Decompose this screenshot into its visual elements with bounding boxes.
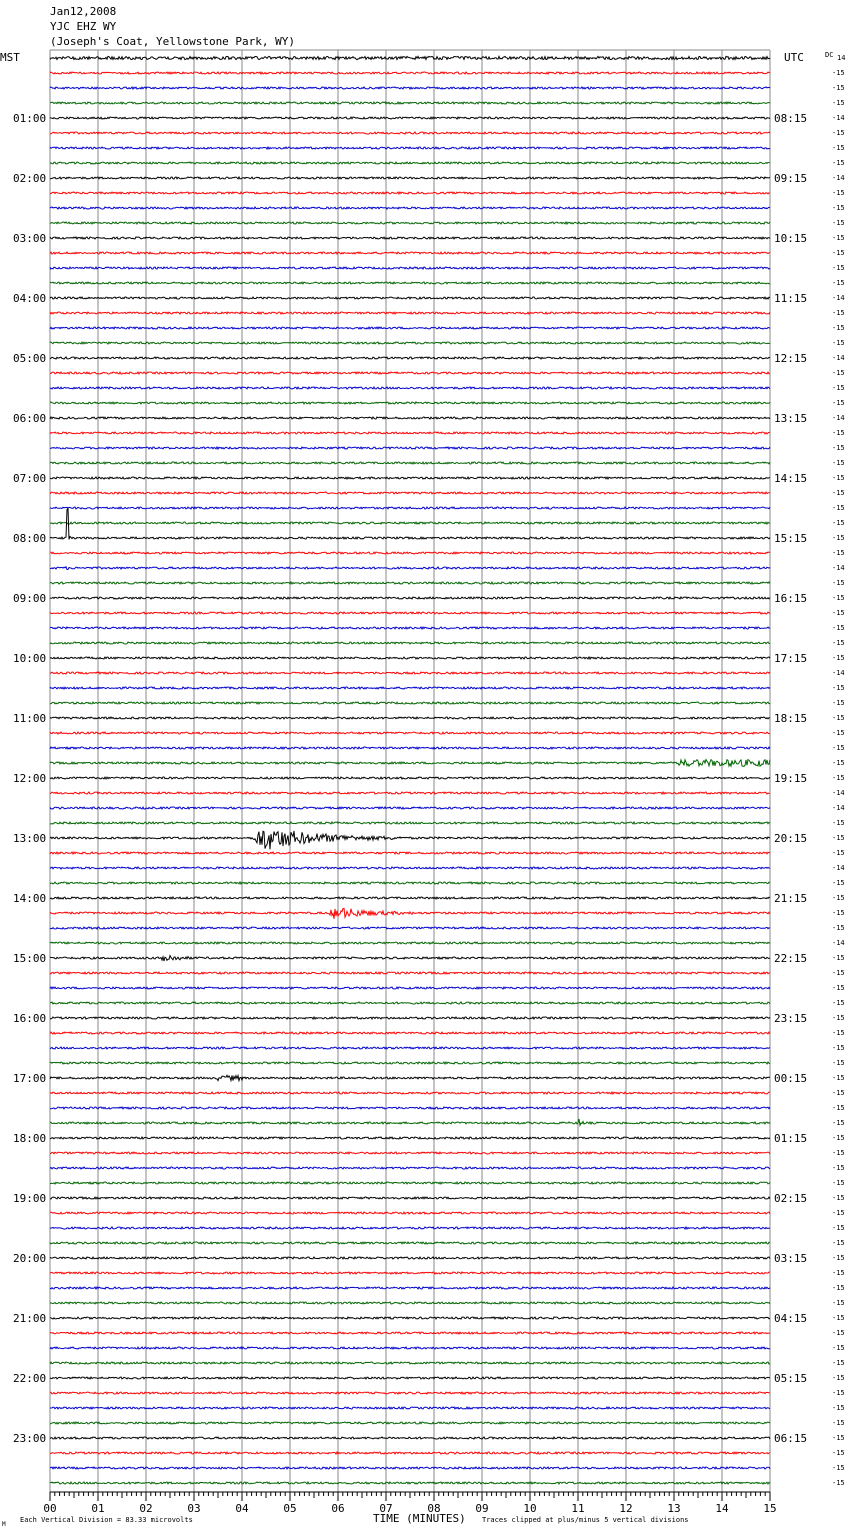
- trace-row: [50, 1137, 770, 1139]
- trace-row: [50, 1212, 770, 1214]
- row-value: -15: [832, 1119, 845, 1127]
- row-value: -15: [832, 744, 845, 752]
- utc-hour-label: 01:15: [774, 1132, 808, 1145]
- trace-row: [50, 627, 770, 629]
- x-tick-label: 13: [667, 1502, 681, 1515]
- trace-row: [50, 402, 770, 404]
- mst-hour-label: 05:00: [13, 352, 47, 365]
- trace-row: [50, 117, 770, 119]
- row-value: -15: [832, 639, 845, 647]
- trace-row: [50, 567, 770, 570]
- trace-row: [50, 987, 770, 989]
- row-value: -15: [832, 834, 845, 842]
- x-tick-label: 12: [619, 1502, 633, 1515]
- trace-row: [50, 357, 770, 359]
- trace-row: [50, 387, 770, 389]
- trace-row: [50, 897, 770, 899]
- trace-row: [50, 509, 770, 540]
- utc-hour-label: 22:15: [774, 952, 808, 965]
- mst-hour-label: 12:00: [13, 772, 47, 785]
- row-value: -14: [832, 354, 845, 362]
- row-value: -14: [832, 114, 845, 122]
- row-value: -14: [832, 789, 845, 797]
- trace-row: [50, 612, 770, 614]
- utc-hour-label: 13:15: [774, 412, 808, 425]
- trace-row: [50, 432, 770, 434]
- utc-hour-label: 14:15: [774, 472, 808, 485]
- trace-row: [50, 1437, 770, 1439]
- row-value: -15: [832, 1149, 845, 1157]
- trace-row: [50, 1317, 770, 1319]
- trace-row: [50, 1017, 770, 1019]
- row-value: -15: [832, 1464, 845, 1472]
- utc-hour-label: 21:15: [774, 892, 808, 905]
- trace-row: [50, 477, 770, 479]
- mst-hour-label: 21:00: [13, 1312, 47, 1325]
- row-value: -15: [832, 729, 845, 737]
- row-value: -15: [832, 1329, 845, 1337]
- x-tick-label: 02: [139, 1502, 153, 1515]
- mst-hour-label: 08:00: [13, 532, 47, 545]
- x-tick-label: 15: [763, 1502, 777, 1515]
- trace-row: [50, 1332, 770, 1334]
- row-value: -15: [832, 189, 845, 197]
- mst-hour-labels: [13, 112, 46, 1445]
- utc-hour-label: 08:15: [774, 112, 808, 125]
- trace-row: [50, 237, 770, 239]
- utc-hour-label: 20:15: [774, 832, 808, 845]
- x-axis-title: TIME (MINUTES): [373, 1512, 466, 1525]
- x-tick-label: 09: [475, 1502, 489, 1515]
- x-tick-label: 04: [235, 1502, 249, 1515]
- mst-hour-label: 20:00: [13, 1252, 47, 1265]
- trace-row: [50, 807, 770, 809]
- trace-row: [50, 1272, 770, 1274]
- trace-row: [50, 1377, 770, 1379]
- x-tick-label: 10: [523, 1502, 537, 1515]
- row-value: -15: [832, 474, 845, 482]
- row-value: -15: [832, 1209, 845, 1217]
- row-value: -15: [832, 654, 845, 662]
- x-tick-label: 14: [715, 1502, 729, 1515]
- row-value: -15: [832, 1284, 845, 1292]
- trace-row: [50, 1242, 770, 1244]
- row-value: -15: [832, 1104, 845, 1112]
- row-value: -15: [832, 759, 845, 767]
- row-value: -15: [832, 984, 845, 992]
- utc-hour-label: 23:15: [774, 1012, 808, 1025]
- trace-row: [50, 1347, 770, 1349]
- trace-row: [50, 177, 770, 179]
- trace-row: [50, 87, 770, 89]
- mst-hour-label: 18:00: [13, 1132, 47, 1145]
- trace-row: [50, 297, 770, 299]
- row-value: -15: [832, 714, 845, 722]
- row-value: -15: [832, 819, 845, 827]
- trace-row: [50, 1062, 770, 1064]
- row-value: -15: [832, 219, 845, 227]
- row-value: -15: [832, 609, 845, 617]
- utc-hour-label: 05:15: [774, 1372, 808, 1385]
- x-tick-label: 08: [427, 1502, 441, 1515]
- trace-row: [50, 1257, 770, 1259]
- row-value: -15: [832, 324, 845, 332]
- row-value: -15: [832, 954, 845, 962]
- trace-row: [50, 687, 770, 689]
- trace-row: [50, 908, 770, 919]
- row-value: -15: [832, 1089, 845, 1097]
- trace-row: [50, 657, 770, 659]
- trace-row: [50, 312, 770, 314]
- trace-row: [50, 522, 770, 524]
- row-value: -15: [832, 1239, 845, 1247]
- vertical-division-note: Each Vertical Division = 83.33 microvolts: [20, 1516, 193, 1524]
- trace-row: [50, 972, 770, 974]
- row-value: -15: [832, 699, 845, 707]
- mst-hour-label: 22:00: [13, 1372, 47, 1385]
- utc-hour-label: 17:15: [774, 652, 808, 665]
- trace-row: [50, 447, 770, 449]
- trace-row: [50, 867, 770, 869]
- trace-row: [50, 777, 770, 779]
- trace-row: [50, 1362, 770, 1364]
- trace-row: [50, 192, 770, 194]
- mst-label: MST: [0, 51, 20, 64]
- utc-hour-label: 00:15: [774, 1072, 808, 1085]
- utc-hour-label: 10:15: [774, 232, 808, 245]
- mst-hour-label: 09:00: [13, 592, 47, 605]
- mst-hour-label: 01:00: [13, 112, 47, 125]
- trace-row: [50, 1482, 770, 1484]
- trace-row: [50, 162, 770, 164]
- row-value: -14: [832, 174, 845, 182]
- row-value: -15: [832, 369, 845, 377]
- utc-hour-label: 04:15: [774, 1312, 808, 1325]
- row-value: -15: [832, 504, 845, 512]
- trace-row: [50, 552, 770, 554]
- trace-row: [50, 1452, 770, 1454]
- mst-hour-label: 06:00: [13, 412, 47, 425]
- row-value: -14: [832, 564, 845, 572]
- row-value: -15: [832, 849, 845, 857]
- mst-hour-label: 17:00: [13, 1072, 47, 1085]
- row-value: -15: [832, 774, 845, 782]
- trace-row: [50, 282, 770, 284]
- trace-row: [50, 267, 770, 269]
- trace-row: [50, 672, 770, 674]
- mst-hour-label: 11:00: [13, 712, 47, 725]
- row-value: -15: [832, 459, 845, 467]
- row-value: -15: [832, 249, 845, 257]
- trace-row: [50, 102, 770, 104]
- row-value: -14: [832, 939, 845, 947]
- mst-hour-label: 14:00: [13, 892, 47, 905]
- row-value: -14: [832, 414, 845, 422]
- trace-row: [50, 717, 770, 719]
- trace-row: [50, 956, 770, 961]
- trace-row: [50, 1032, 770, 1034]
- trace-row: [50, 1182, 770, 1184]
- mst-hour-label: 13:00: [13, 832, 47, 845]
- row-value: -15: [832, 1164, 845, 1172]
- utc-label: UTC: [784, 51, 804, 64]
- row-value: -15: [832, 924, 845, 932]
- trace-row: [50, 831, 770, 849]
- trace-row: [50, 822, 770, 824]
- trace-row: [50, 507, 770, 509]
- row-value: -15: [832, 1134, 845, 1142]
- row-value: -15: [832, 69, 845, 77]
- row-value: -15: [832, 444, 845, 452]
- row-value: -15: [832, 1389, 845, 1397]
- trace-row: [50, 1002, 770, 1004]
- date-label: Jan12,2008: [50, 5, 117, 18]
- row-value: -15: [832, 624, 845, 632]
- trace-row: [50, 1107, 770, 1109]
- trace-row: [50, 1422, 770, 1424]
- row-value: -15: [832, 129, 845, 137]
- trace-row: [50, 792, 770, 794]
- x-tick-label: 00: [43, 1502, 57, 1515]
- utc-hour-label: 18:15: [774, 712, 808, 725]
- seismic-traces: [50, 56, 770, 1484]
- mst-hour-label: 04:00: [13, 292, 47, 305]
- row-value: -14: [832, 804, 845, 812]
- trace-row: [50, 1302, 770, 1304]
- trace-row: [50, 492, 770, 494]
- mst-hour-label: 07:00: [13, 472, 47, 485]
- trace-row: [50, 1392, 770, 1394]
- trace-row: [50, 852, 770, 854]
- station-label: YJC EHZ WY: [50, 20, 117, 33]
- row-value: -15: [832, 1254, 845, 1262]
- row-value: 14: [837, 54, 846, 62]
- trace-row: [50, 642, 770, 644]
- row-value: -15: [832, 1449, 845, 1457]
- trace-row: [50, 72, 770, 74]
- trace-row: [50, 147, 770, 149]
- utc-hour-label: 15:15: [774, 532, 808, 545]
- row-value: -15: [832, 1059, 845, 1067]
- utc-hour-label: 03:15: [774, 1252, 808, 1265]
- trace-row: [50, 252, 770, 254]
- trace-row: [50, 927, 770, 929]
- row-value: -15: [832, 1419, 845, 1427]
- clipping-note: Traces clipped at plus/minus 5 vertical divisions: [482, 1516, 689, 1524]
- utc-hour-label: 02:15: [774, 1192, 808, 1205]
- trace-row: [50, 1152, 770, 1154]
- row-value: -15: [832, 579, 845, 587]
- trace-row: [50, 1197, 770, 1199]
- row-value: -15: [832, 84, 845, 92]
- row-value: -15: [832, 309, 845, 317]
- row-value: -15: [832, 999, 845, 1007]
- row-value-labels: [832, 54, 845, 1487]
- row-value: -15: [832, 534, 845, 542]
- corner-mark: M: [2, 1521, 6, 1528]
- row-value: -15: [832, 399, 845, 407]
- row-value: -15: [832, 264, 845, 272]
- row-value: -15: [832, 144, 845, 152]
- utc-hour-label: 19:15: [774, 772, 808, 785]
- trace-row: [50, 222, 770, 224]
- row-value: -15: [832, 1269, 845, 1277]
- mst-hour-label: 15:00: [13, 952, 47, 965]
- row-value: -15: [832, 1404, 845, 1412]
- trace-row: [50, 882, 770, 884]
- row-value: -15: [832, 1044, 845, 1052]
- row-value: -15: [832, 969, 845, 977]
- row-value: -15: [832, 1014, 845, 1022]
- mst-hour-label: 10:00: [13, 652, 47, 665]
- dc-label: DC: [825, 51, 834, 59]
- row-value: -15: [832, 909, 845, 917]
- row-value: -15: [832, 384, 845, 392]
- mst-hour-label: 03:00: [13, 232, 47, 245]
- x-tick-label: 07: [379, 1502, 393, 1515]
- utc-hour-label: 09:15: [774, 172, 808, 185]
- location-label: (Joseph's Coat, Yellowstone Park, WY): [50, 35, 296, 48]
- x-tick-label: 05: [283, 1502, 297, 1515]
- x-tick-label: 03: [187, 1502, 201, 1515]
- trace-row: [50, 1167, 770, 1169]
- row-value: -15: [832, 159, 845, 167]
- row-value: -15: [832, 549, 845, 557]
- trace-row: [50, 1075, 770, 1080]
- row-value: -15: [832, 894, 845, 902]
- trace-row: [50, 942, 770, 944]
- trace-row: [50, 747, 770, 749]
- utc-hour-label: 06:15: [774, 1432, 808, 1445]
- trace-row: [50, 597, 770, 599]
- utc-hour-label: 16:15: [774, 592, 808, 605]
- trace-row: [50, 56, 770, 59]
- trace-row: [50, 132, 770, 134]
- row-value: -15: [832, 99, 845, 107]
- row-value: -15: [832, 1029, 845, 1037]
- trace-row: [50, 327, 770, 329]
- row-value: -15: [832, 1479, 845, 1487]
- utc-hour-label: 11:15: [774, 292, 808, 305]
- row-value: -15: [832, 234, 845, 242]
- trace-row: [50, 1407, 770, 1409]
- trace-row: [50, 702, 770, 704]
- trace-row: [50, 372, 770, 374]
- row-value: -15: [832, 489, 845, 497]
- row-value: -15: [832, 1224, 845, 1232]
- row-value: -15: [832, 1374, 845, 1382]
- row-value: -14: [832, 294, 845, 302]
- trace-row: [50, 417, 770, 419]
- row-value: -15: [832, 684, 845, 692]
- trace-row: [50, 1467, 770, 1469]
- trace-row: [50, 1287, 770, 1289]
- row-value: -15: [832, 519, 845, 527]
- trace-row: [50, 342, 770, 344]
- mst-hour-label: 16:00: [13, 1012, 47, 1025]
- row-value: -15: [832, 429, 845, 437]
- row-value: -15: [832, 1179, 845, 1187]
- x-tick-label: 11: [571, 1502, 585, 1515]
- x-tick-label: 06: [331, 1502, 345, 1515]
- row-value: -15: [832, 1344, 845, 1352]
- trace-row: [50, 1047, 770, 1049]
- row-value: -15: [832, 204, 845, 212]
- row-value: -15: [832, 1074, 845, 1082]
- row-value: -15: [832, 279, 845, 287]
- row-value: -15: [832, 879, 845, 887]
- row-value: -15: [832, 1299, 845, 1307]
- mst-hour-label: 19:00: [13, 1192, 47, 1205]
- row-value: -15: [832, 1434, 845, 1442]
- trace-row: [50, 1092, 770, 1094]
- utc-hour-label: 12:15: [774, 352, 808, 365]
- utc-hour-labels: [774, 112, 807, 1445]
- trace-row: [50, 582, 770, 584]
- trace-row: [50, 462, 770, 464]
- row-value: -15: [832, 1359, 845, 1367]
- row-value: -15: [832, 594, 845, 602]
- row-value: -15: [832, 1194, 845, 1202]
- row-value: -14: [832, 864, 845, 872]
- trace-row: [50, 760, 770, 767]
- trace-row: [50, 1119, 770, 1125]
- trace-row: [50, 207, 770, 209]
- x-tick-label: 01: [91, 1502, 105, 1515]
- row-value: -15: [832, 1314, 845, 1322]
- row-value: -14: [832, 669, 845, 677]
- mst-hour-label: 02:00: [13, 172, 47, 185]
- trace-row: [50, 732, 770, 734]
- row-value: -15: [832, 339, 845, 347]
- trace-row: [50, 1227, 770, 1229]
- mst-hour-label: 23:00: [13, 1432, 47, 1445]
